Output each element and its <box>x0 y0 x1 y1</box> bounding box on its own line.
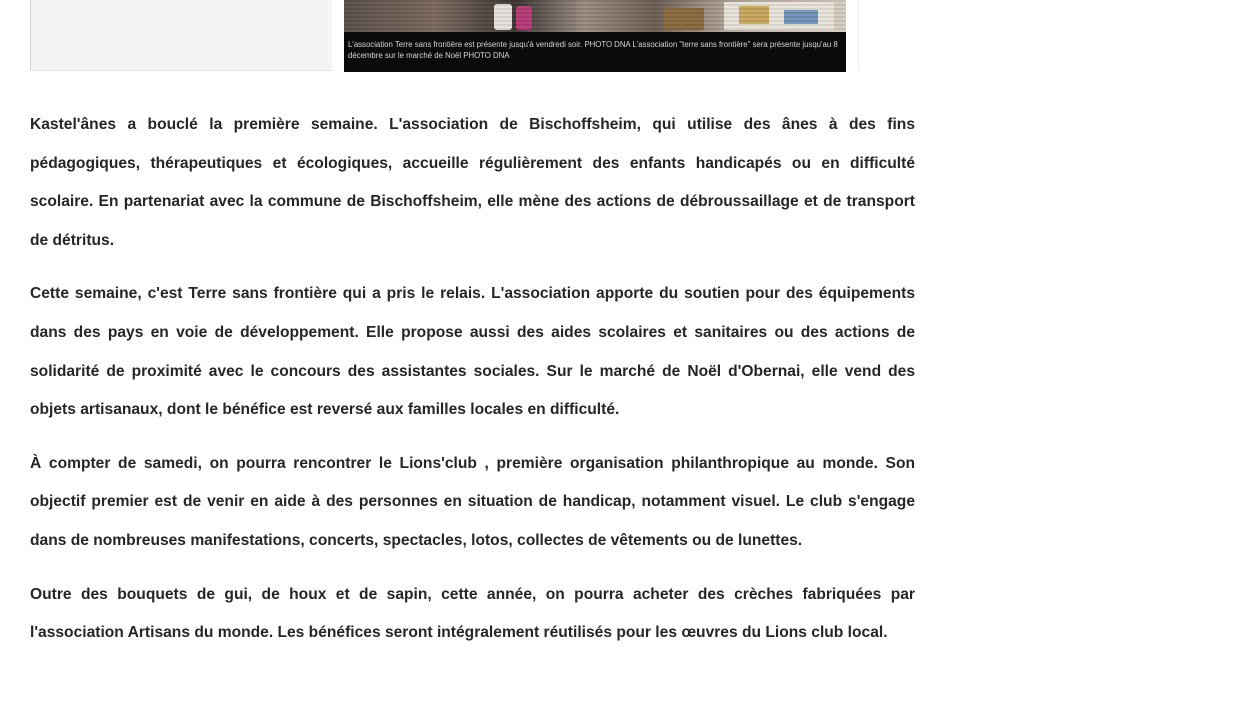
figure-row <box>30 0 860 71</box>
article-paragraph-3: À compter de samedi, on pourra rencontrer le Lions'club , première organisation philanthropique au monde. Son objectif premier est de venir en aide à des personnes en situation de handicap, notamment visuel. Le club s'engage dans de nombreuses manifestations, concerts, spectacles, lotos, collectes de vêtements ou de lunettes. <box>30 454 915 549</box>
photo-caption: L'association Terre sans frontière est présente jusqu'à vendredi soir. PHOTO DNA L'association "terre sans frontière" sera présente jusqu'au 8 décembre sur le marché de Noël PHOTO DNA <box>344 32 846 72</box>
article-paragraph-1: Kastel'ânes a bouclé la première semaine. L'association de Bischoffsheim, qui utilise des ânes à des fins pédagogiques, thérapeutiques et écologiques, accueille régulièrement des enfants handicapés ou en difficulté scolaire. En partenariat avec la commune de Bischoffsheim, elle mène des actions de débroussaillage et de transport de détritus. <box>30 116 915 249</box>
figure-blank-panel <box>30 0 333 71</box>
article-body <box>30 106 915 668</box>
article-paragraph-2: Cette semaine, c'est Terre sans frontière qui a pris le relais. L'association apporte du soutien pour des équipements dans des pays en voie de développement. Elle propose aussi des aides scolaires et sanitaires ou des actions de solidarité de proximité avec le concours des assistantes sociales. Sur le marché de Noël d'Obernai, elle vend des objets artisanaux, dont le bénéfice est reversé aux familles locales en difficulté. <box>30 285 915 419</box>
article-paragraph-4: Outre des bouquets de gui, de houx et de sapin, cette année, on pourra acheter des crèches fabriquées par l'association Artisans du monde. Les bénéfices seront intégralement réutilisés pour les œuvres du Lions club local. <box>30 585 915 642</box>
market-stall-photo <box>344 0 846 32</box>
